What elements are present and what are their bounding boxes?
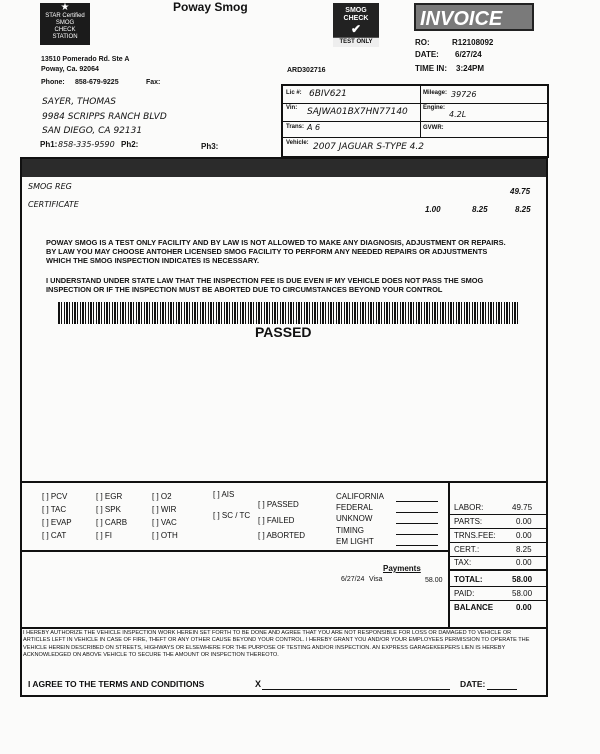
line-price-2: 8.25 xyxy=(472,205,488,214)
signature-line[interactable] xyxy=(262,689,450,690)
tax-value: 0.00 xyxy=(516,558,532,567)
check-egr[interactable]: [ ] EGR xyxy=(96,492,123,501)
check-cat[interactable]: [ ] CAT xyxy=(42,531,67,540)
totals-box xyxy=(450,497,546,627)
shop-address2: Poway, Ca. 92064 xyxy=(41,66,99,73)
legal-text: I HEREBY AUTHORIZE THE VEHICLE INSPECTION WORK HEREIN SET FORTH TO BE DONE AND AGREE THAT YOU ARE NOT RESPONSIBLE FOR LOSS OR DAMAGED TO VEHICLE OR ARTICLES LEFT IN VEHICLE IN CASE OF FIRE, THEFT OR ANY OTHER CAUSE BEYOND YOUR CONTROL. I HEREBY GRANT YOU AND/OR YOUR EMPLOYEES PERMISSION TO OPERATE THE VEHICLE HEREIN DESCRIBED ON STREETS, HIGHWAYS OR ELSEWHERE FOR THE PURPOSE OF TESTING AND/OR INSPECTION. AN EXPRESS GARAGEKEEPERS LIEN IS HEREBY ACKNOWLEDGED ON ABOVE VEHICLE TO SECURE THE AMOUNT OR INSPECTION THEREOTO. xyxy=(23,630,530,659)
shop-phone: 858-679-9225 xyxy=(75,79,119,86)
payments-top-rule xyxy=(20,550,450,552)
date-label: DATE: xyxy=(415,50,439,59)
program-california: CALIFORNIA xyxy=(336,492,385,501)
vehicle-box xyxy=(281,84,549,158)
header-band xyxy=(22,159,546,177)
mileage-value: 39726 xyxy=(451,90,477,99)
program-em-light: EM LIGHT xyxy=(336,536,374,546)
vin-value: SAJWA01BX7HN77140 xyxy=(307,107,408,117)
trans-value: A 6 xyxy=(307,123,321,132)
program-timing: TIMING xyxy=(336,525,364,535)
disclaimer-fee: I UNDERSTAND UNDER STATE LAW THAT THE INSPECTION FEE IS DUE EVEN IF MY VEHICLE DOES NOT PASS THE SMOG INSPECTION OR IF THE INSPECTION MUST BE ABORTED DUE TO CIRCUMSTANCES BEYOND YOUR CONTROL xyxy=(46,276,484,294)
customer-street: 9984 SCRIPPS RANCH BLVD xyxy=(42,112,167,122)
check-wir[interactable]: [ ] WIR xyxy=(152,505,177,514)
result-passed: PASSED xyxy=(255,324,312,340)
payment-method: Visa xyxy=(369,576,383,583)
ph3-label: Ph3: xyxy=(201,142,219,151)
logo-line-1: STAR Certified xyxy=(45,13,85,19)
legal-top-rule xyxy=(20,627,548,629)
cert-label: CERT.: xyxy=(454,545,480,554)
check-o2[interactable]: [ ] O2 xyxy=(152,492,172,501)
logo-line-3: CHECK xyxy=(54,27,76,33)
paid-label: PAID: xyxy=(454,589,475,598)
line-amount-1: 49.75 xyxy=(510,187,531,196)
parts-label: PARTS: xyxy=(454,517,483,526)
smog-check-badge xyxy=(333,3,379,47)
ard-number: ARD302716 xyxy=(287,67,326,74)
shop-name: Poway Smog xyxy=(173,0,248,14)
logo-line-4: STATION xyxy=(52,34,78,40)
engine-value: 4.2L xyxy=(449,110,467,119)
balance-value: 0.00 xyxy=(516,603,532,612)
payment-amount: 58.00 xyxy=(425,577,443,584)
ph1-value: 858-335-9590 xyxy=(58,140,115,149)
checks-col-1 xyxy=(42,490,72,542)
logo-line-2: SMOG xyxy=(55,20,75,26)
check-spk[interactable]: [ ] SPK xyxy=(96,505,121,514)
mileage-label: Mileage: xyxy=(423,90,448,96)
lic-label: Lic #: xyxy=(286,90,302,96)
customer-city: SAN DIEGO, CA 92131 xyxy=(42,126,143,136)
lic-value: 6BIV621 xyxy=(309,89,347,99)
ph2-label: Ph2: xyxy=(121,140,139,149)
total-value: 58.00 xyxy=(512,575,533,584)
payments-title: Payments xyxy=(383,564,421,573)
date-value: 6/27/24 xyxy=(455,50,482,59)
total-label: TOTAL: xyxy=(454,575,483,584)
timein-value: 3:24PM xyxy=(456,64,485,73)
gvwr-label: GVWR: xyxy=(423,125,444,131)
program-federal: FEDERAL xyxy=(336,503,373,513)
sign-date-label: DATE: xyxy=(460,679,486,689)
vehicle-label: Vehicle: xyxy=(286,140,309,146)
ro-value: R12108092 xyxy=(452,38,494,47)
checks-col-3 xyxy=(152,490,178,542)
vehicle-value: 2007 JAGUAR S-TYPE 4.2 xyxy=(313,142,424,152)
barcode xyxy=(58,302,518,324)
disclaimer-test-only: POWAY SMOG IS A TEST ONLY FACILITY AND BY LAW IS NOT ALLOWED TO MAKE ANY DIAGNOSIS, ADJUSTMENT OR REPAIRS. BY LAW YOU MAY CHOOSE ANTOHER LICENSED SMOG FACILITY TO PERFORM ANY NEEDED REPAIRS OR ADJUSTMENTS WHICH THE SMOG INSPECTION INDICATES IS NECESSARY. xyxy=(46,238,506,265)
star-icon: ★ xyxy=(60,2,70,13)
ro-label: RO: xyxy=(415,38,430,47)
check-ais[interactable]: [ ] AIS xyxy=(213,490,235,499)
cert-value: 8.25 xyxy=(516,545,532,554)
star-certified-logo xyxy=(40,3,90,45)
checks-col-2 xyxy=(96,490,127,542)
payment-date: 6/27/24 xyxy=(341,576,365,583)
check-sc-tc[interactable]: [ ] SC / TC xyxy=(213,511,251,520)
check-vac[interactable]: [ ] VAC xyxy=(152,518,177,527)
labor-value: 49.75 xyxy=(512,503,533,512)
status-failed[interactable]: [ ] FAILED xyxy=(258,516,295,525)
checks-top-rule xyxy=(20,481,548,483)
vin-label: Vin: xyxy=(286,105,298,111)
trans-label: Trans: xyxy=(286,124,305,130)
status-aborted[interactable]: [ ] ABORTED xyxy=(258,531,305,540)
trns-fee-value: 0.00 xyxy=(516,531,532,540)
badge-bar: TEST ONLY xyxy=(333,37,379,47)
tax-label: TAX: xyxy=(454,558,472,567)
labor-label: LABOR: xyxy=(454,503,484,512)
check-evap[interactable]: [ ] EVAP xyxy=(42,518,72,527)
line-desc-2: CERTIFICATE xyxy=(28,200,79,209)
check-fi[interactable]: [ ] FI xyxy=(96,531,112,540)
paid-value: 58.00 xyxy=(512,589,533,598)
shop-fax-label: Fax: xyxy=(146,79,161,86)
status-passed[interactable]: [ ] PASSED xyxy=(258,500,299,509)
check-tac[interactable]: [ ] TAC xyxy=(42,505,67,514)
check-oth[interactable]: [ ] OTH xyxy=(152,531,178,540)
balance-label: BALANCE xyxy=(454,603,494,612)
ph1-label: Ph1: xyxy=(40,140,58,149)
shop-phone-label: Phone: xyxy=(41,79,65,86)
signature-x: X xyxy=(255,679,262,689)
parts-value: 0.00 xyxy=(516,517,532,526)
timein-label: TIME IN: xyxy=(415,64,447,73)
program-unknow: UNKNOW xyxy=(336,514,373,524)
badge-line-2: CHECK xyxy=(343,15,369,22)
line-amount-2: 8.25 xyxy=(515,205,531,214)
check-pcv[interactable]: [ ] PCV xyxy=(42,492,68,501)
checkmark-icon: ✔ xyxy=(350,22,362,36)
agree-terms: I AGREE TO THE TERMS AND CONDITIONS xyxy=(28,679,205,689)
customer-name: SAYER, THOMAS xyxy=(42,97,117,107)
shop-address1: 13510 Pomerado Rd. Ste A xyxy=(41,56,130,63)
engine-label: Engine: xyxy=(423,105,445,111)
badge-line-1: SMOG xyxy=(345,7,367,14)
programs-list xyxy=(336,491,384,547)
line-desc-1: SMOG REG xyxy=(28,182,72,191)
trns-fee-label: TRNS.FEE: xyxy=(454,531,496,540)
invoice-title: INVOICE xyxy=(414,3,534,31)
sign-date-line[interactable] xyxy=(487,689,517,690)
line-qty-2: 1.00 xyxy=(425,205,441,214)
check-carb[interactable]: [ ] CARB xyxy=(96,518,128,527)
